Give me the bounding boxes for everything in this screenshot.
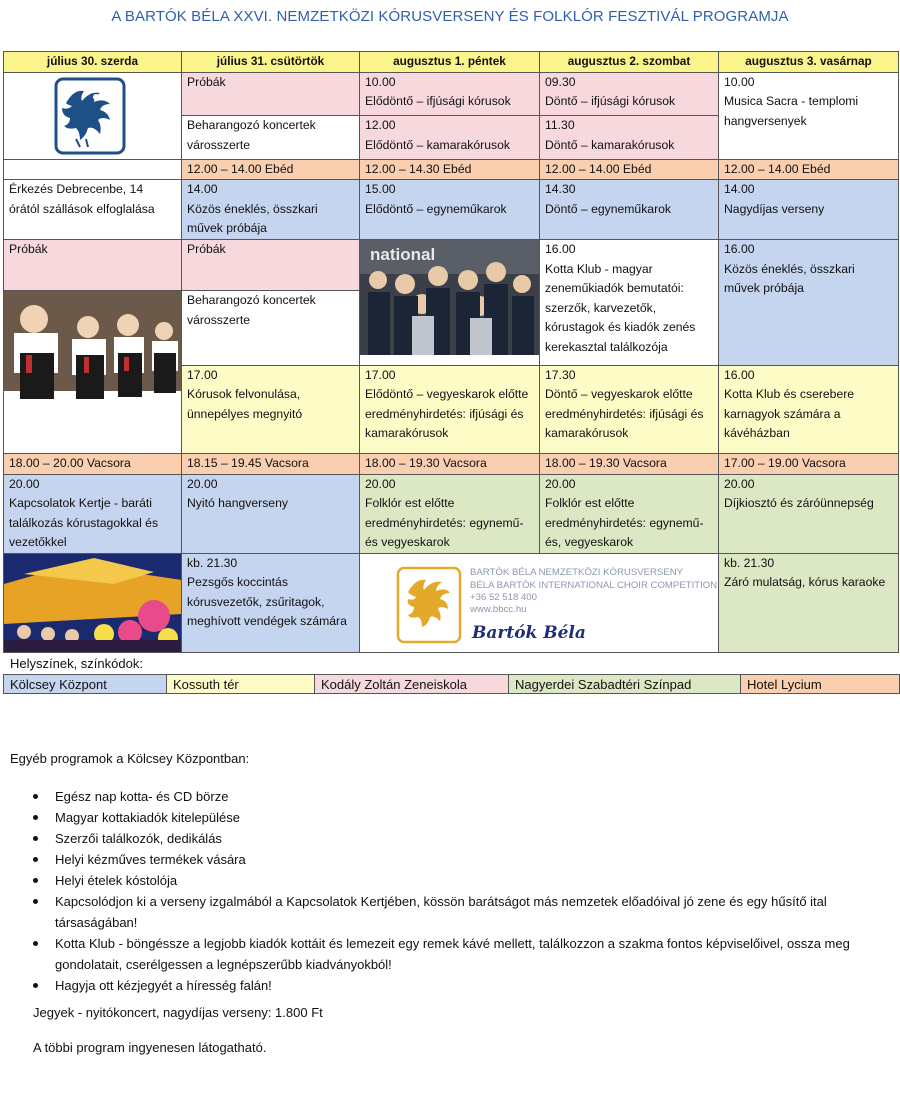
legend-lycium: Hotel Lycium — [741, 675, 900, 694]
list-item: Magyar kottakiadók kitelepülése — [33, 807, 883, 828]
day-header: augusztus 2. szombat — [540, 52, 719, 73]
page-title: A BARTÓK BÉLA XXVI. NEMZETKÖZI KÓRUSVERSENY ÉS FOLKLÓR FESZTIVÁL PROGRAMJA — [111, 8, 789, 25]
day-header: augusztus 1. péntek — [360, 52, 540, 73]
free-info: A többi program ingyenesen látogatható. — [33, 1040, 267, 1055]
cell-thu-1700: 17.00 Kórusok felvonulása, ünnepélyes megnyitó — [182, 365, 360, 453]
cell-lunch: 12.00 – 14.00 Ebéd — [540, 159, 719, 180]
cell-fri-1200: 12.00 Elődöntő – kamarakórusok — [360, 116, 540, 160]
cell-dinner: 18.00 – 19.30 Vacsora — [360, 454, 540, 475]
legend-kolcsey: Kölcsey Központ — [4, 675, 167, 694]
table-row — [4, 180, 899, 240]
day-header-row — [4, 52, 899, 73]
list-item: Kotta Klub - böngéssze a legjobb kiadók kottáit és lemezeit egy remek kávé mellett, találkozzon a szakma fontos képviselőivel, ossza meg gondolatait, cserélgessen a legnépszerűbb kiadványokból! — [33, 933, 883, 975]
festival-night-photo — [4, 554, 182, 652]
table-row — [4, 240, 899, 291]
cell-wed-probak: Próbák — [4, 240, 182, 291]
cell-sun-1400: 14.00 Nagydíjas verseny — [719, 180, 899, 240]
cell-wed-2000: 20.00 Kapcsolatok Kertje - baráti találkozás kórustagokkal és vezetőkkel — [4, 474, 182, 553]
tickets-info: Jegyek - nyitókoncert, nagydíjas verseny: 1.800 Ft — [33, 1005, 323, 1020]
cell-sun-kotta-klub: 16.00 Kotta Klub és cserebere karnagyok számára a kávéházban — [719, 365, 899, 453]
cell-dinner: 17.00 – 19.00 Vacsora — [719, 454, 899, 475]
folk-girls-photo-cell — [4, 291, 182, 454]
bbcc-logo — [360, 554, 719, 652]
cell-sat-1730: 17.30 Döntő – vegyeskarok előtte eredményhirdetés: ifjúsági és kamarakórusok — [540, 365, 719, 453]
cell-fri-1700: 17.00 Elődöntő – vegyeskarok előtte eredményhirdetés: ifjúsági és kamarakórusok — [360, 365, 540, 453]
bartok-signature: Bartók Béla — [472, 622, 586, 643]
list-item: Helyi ételek kóstolója — [33, 870, 883, 891]
cell-thu-2130: kb. 21.30 Pezsgős koccintás kórusvezetők, zsűritagok, meghívott vendégek számára — [182, 553, 360, 652]
table-row — [4, 454, 899, 475]
bbcc-logo-cell — [360, 553, 719, 652]
table-row — [4, 553, 899, 652]
list-item: Kapcsolódjon ki a verseny izgalmából a Kapcsolatok Kertjében, kössön barátságot más nemzetek előadóival jó zene és egy hűsítő ital társaságában! — [33, 891, 883, 933]
photo-banner-text: national — [370, 245, 436, 264]
cell-sun-2000: 20.00 Díjkiosztó és záróünnepség — [719, 474, 899, 553]
logo-line-1: BARTÓK BÉLA NEMZETKÖZI KÓRUSVERSENY — [470, 566, 684, 578]
legend-nagyerdei: Nagyerdei Szabadtéri Színpad — [509, 675, 741, 694]
festival-logo-cell — [4, 72, 182, 159]
logo-phone: +36 52 518 400 — [470, 591, 537, 603]
cell-sat-kotta-klub: 16.00 Kotta Klub - magyar zeneműkiadók bemutatói: szerzők, karvezetők, kórustagok és kiadók zenés kerekasztal találkozója — [540, 240, 719, 366]
cell-thu-probak-2: Próbák — [182, 240, 360, 291]
other-programs-title: Egyéb programok a Kölcsey Központban: — [10, 751, 250, 766]
cell-dinner: 18.00 – 20.00 Vacsora — [4, 454, 182, 475]
cell-fri-2000: 20.00 Folklór est előtte eredményhirdetés: egynemű- és vegyeskarok — [360, 474, 540, 553]
cell-sun-1600: 16.00 Közös éneklés, összkari művek próbája — [719, 240, 899, 366]
folk-girls-photo — [4, 291, 182, 453]
cell-lunch: 12.00 – 14.00 Ebéd — [182, 159, 360, 180]
day-header: július 30. szerda — [4, 52, 182, 73]
legend-label: Helyszínek, színkódok: — [10, 656, 143, 671]
cell-lunch: 12.00 – 14.00 Ebéd — [719, 159, 899, 180]
cell-thu-1400: 14.00 Közös éneklés, összkari művek próbája — [182, 180, 360, 240]
legend-kodaly: Kodály Zoltán Zeneiskola — [315, 675, 509, 694]
table-row — [4, 474, 899, 553]
empty-cell — [4, 159, 182, 180]
cell-dinner: 18.15 – 19.45 Vacsora — [182, 454, 360, 475]
logo-web: www.bbcc.hu — [470, 603, 527, 615]
cell-fri-1500: 15.00 Elődöntő – egyneműkarok — [360, 180, 540, 240]
table-row — [4, 72, 899, 116]
cell-thu-beharangozo-2: Beharangozó koncertek városszerte — [182, 291, 360, 366]
list-item: Hagyja ott kézjegyét a híresség falán! — [33, 975, 883, 996]
logo-line-2: BÉLA BARTÓK INTERNATIONAL CHOIR COMPETITION — [470, 579, 718, 591]
cell-sat-1430: 14.30 Döntő – egyneműkarok — [540, 180, 719, 240]
cell-wed-arrival: Érkezés Debrecenbe, 14 órától szállások elfoglalása — [4, 180, 182, 240]
cell-fri-1000: 10.00 Elődöntő – ifjúsági kórusok — [360, 72, 540, 116]
list-item: Egész nap kotta- és CD börze — [33, 786, 883, 807]
cell-sat-1130: 11.30 Döntő – kamarakórusok — [540, 116, 719, 160]
cell-sun-2130: kb. 21.30 Záró mulatság, kórus karaoke — [719, 553, 899, 652]
cell-sun-1000: 10.00 Musica Sacra - templomi hangversenyek — [719, 72, 899, 159]
venue-legend — [3, 674, 900, 694]
festival-night-photo-cell — [4, 553, 182, 652]
table-row — [4, 159, 899, 180]
cell-sat-0930: 09.30 Döntő – ifjúsági kórusok — [540, 72, 719, 116]
cell-sat-2000: 20.00 Folklór est előtte eredményhirdetés: egynemű- és, vegyeskarok — [540, 474, 719, 553]
peacock-logo-icon — [4, 73, 182, 159]
cell-thu-beharangozo: Beharangozó koncertek városszerte — [182, 116, 360, 160]
day-header: július 31. csütörtök — [182, 52, 360, 73]
legend-kossuth: Kossuth tér — [167, 675, 315, 694]
choir-photo — [360, 240, 540, 355]
cell-dinner: 18.00 – 19.30 Vacsora — [540, 454, 719, 475]
list-item: Szerzői találkozók, dedikálás — [33, 828, 883, 849]
cell-lunch: 12.00 – 14.30 Ebéd — [360, 159, 540, 180]
choir-photo-cell — [360, 240, 540, 366]
cell-thu-probak: Próbák — [182, 72, 360, 116]
cell-thu-2000: 20.00 Nyitó hangverseny — [182, 474, 360, 553]
other-programs-list — [33, 786, 883, 996]
list-item: Helyi kézműves termékek vására — [33, 849, 883, 870]
day-header: augusztus 3. vasárnap — [719, 52, 899, 73]
schedule-table — [3, 51, 899, 653]
